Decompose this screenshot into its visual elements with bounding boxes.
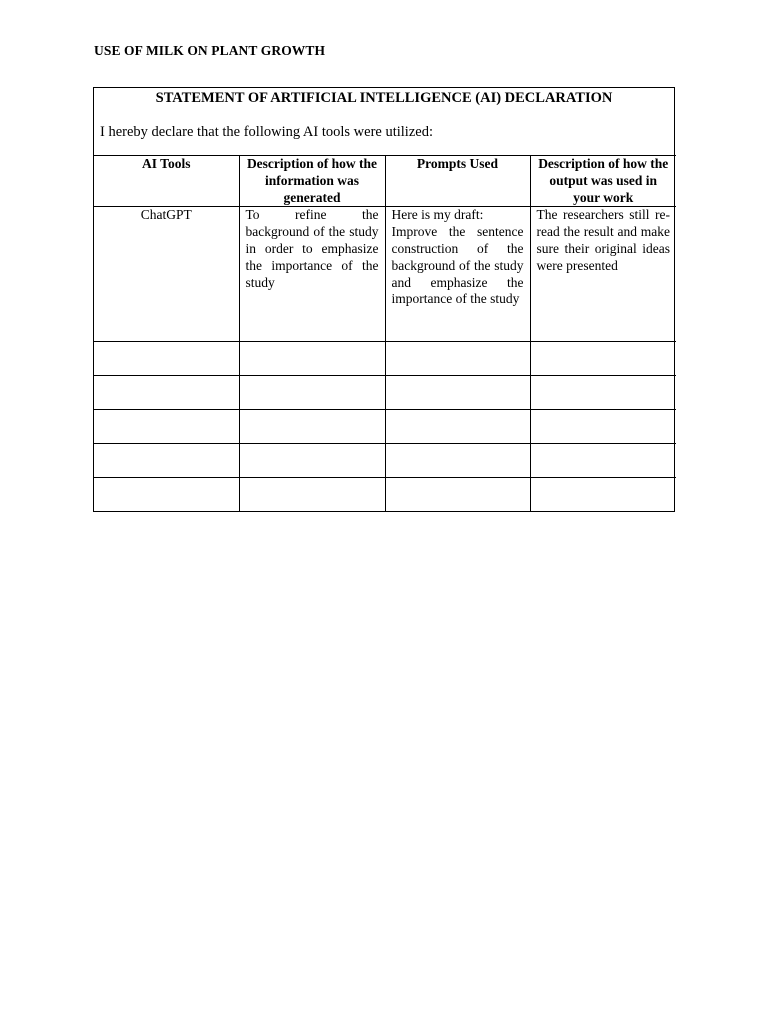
table-row	[94, 207, 676, 342]
empty-cell	[530, 342, 676, 376]
prompt-intro-line: Here is my draft:	[391, 207, 484, 223]
table-row-empty	[94, 376, 676, 410]
cell-prompt-used	[385, 207, 530, 342]
table-header-row	[94, 156, 676, 207]
empty-cell	[385, 376, 530, 410]
empty-cell	[530, 444, 676, 478]
empty-cell	[239, 444, 385, 478]
cell-output-usage: The researchers still re-read the result and make sure their original ideas were presented	[530, 207, 676, 342]
empty-cell	[94, 478, 239, 512]
empty-cell	[385, 410, 530, 444]
table-row-empty	[94, 444, 676, 478]
table-row-empty	[94, 342, 676, 376]
document-running-header: USE OF MILK ON PLANT GROWTH	[94, 43, 326, 58]
table-row-empty	[94, 410, 676, 444]
empty-cell	[94, 342, 239, 376]
empty-cell	[530, 410, 676, 444]
empty-cell	[239, 410, 385, 444]
declaration-intro: I hereby declare that the following AI tools were utilized:	[100, 124, 433, 140]
table-row-empty	[94, 478, 676, 512]
column-header-output-usage: Description of how the output was used in your work	[530, 156, 676, 207]
column-header-generation-description: Description of how the information was generated	[239, 156, 385, 207]
empty-cell	[94, 376, 239, 410]
column-header-prompts-used: Prompts Used	[385, 156, 530, 207]
empty-cell	[239, 376, 385, 410]
empty-cell	[239, 342, 385, 376]
empty-cell	[385, 444, 530, 478]
column-header-ai-tools: AI Tools	[94, 156, 239, 207]
ai-declaration-section	[93, 87, 675, 512]
empty-cell	[94, 444, 239, 478]
empty-cell	[94, 410, 239, 444]
prompt-body: Improve the sentence construction of the background of the study and emphasize the importance of the study	[391, 224, 524, 307]
empty-cell	[530, 478, 676, 512]
empty-cell	[530, 376, 676, 410]
empty-cell	[385, 478, 530, 512]
ai-tools-table	[94, 155, 676, 511]
empty-cell	[239, 478, 385, 512]
empty-cell	[385, 342, 530, 376]
cell-ai-tool: ChatGPT	[94, 207, 239, 342]
cell-generation-description: To refine the background of the study in order to emphasize the importance of the study	[239, 207, 385, 342]
declaration-title: STATEMENT OF ARTIFICIAL INTELLIGENCE (AI) DECLARATION	[155, 90, 613, 106]
